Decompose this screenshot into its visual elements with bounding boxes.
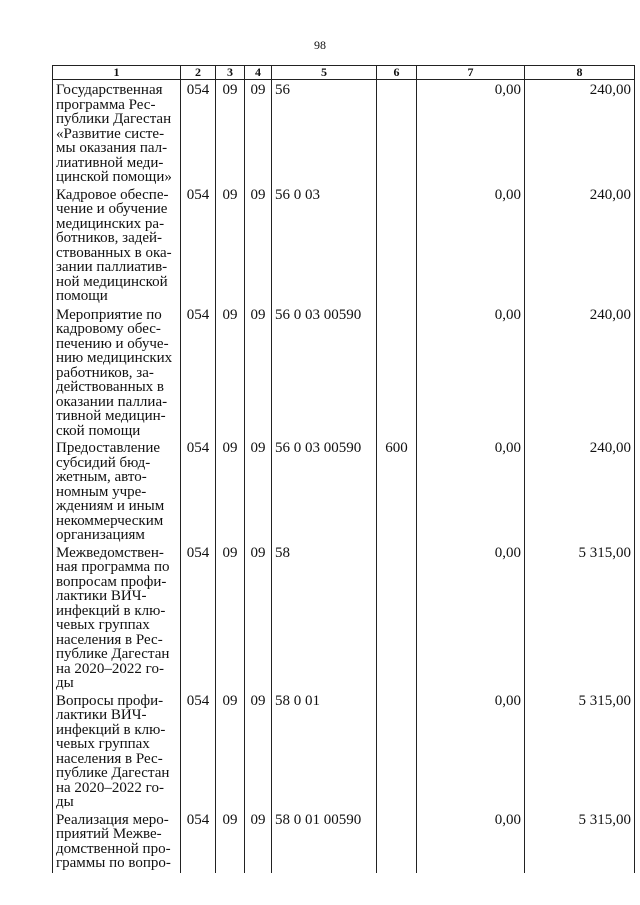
subsection-code: 09 xyxy=(245,305,272,439)
name-line: «Развитие систе- xyxy=(56,125,165,142)
name-line: медицинских ра- xyxy=(56,215,165,232)
name-line: инфекций в клю- xyxy=(56,602,166,619)
name-line: ботников, задей- xyxy=(56,230,163,246)
header-col-5: 5 xyxy=(272,66,377,80)
name-line: мы оказания пал- xyxy=(56,140,168,156)
item-name xyxy=(53,810,181,873)
name-line: действованных в xyxy=(56,379,165,395)
section-code: 09 xyxy=(216,810,245,873)
expense-type xyxy=(377,80,417,185)
name-line: ствованных в ока- xyxy=(56,244,172,261)
section-code: 09 xyxy=(216,305,245,439)
name-line: лиативной меди- xyxy=(56,154,164,171)
expense-type xyxy=(377,691,417,810)
amount-col-7: 0,00 xyxy=(417,810,525,873)
table-row xyxy=(53,438,635,543)
name-line: Государственная xyxy=(56,82,163,98)
item-name xyxy=(53,691,181,810)
name-line: домственной про- xyxy=(56,840,171,857)
name-line: цинской помощи» xyxy=(56,169,172,185)
name-line: работников, за- xyxy=(56,364,154,381)
name-line: тивной медицин- xyxy=(56,408,166,424)
name-line: чевых группах xyxy=(56,617,150,633)
name-line: Кадровое обеспе- xyxy=(56,186,169,203)
expense-type: 600 xyxy=(377,438,417,543)
name-line: печению и обуче- xyxy=(56,335,169,352)
name-line: кадровому обес- xyxy=(56,321,161,337)
subsection-code: 09 xyxy=(245,438,272,543)
amount-col-8: 240,00 xyxy=(525,185,635,305)
name-line: ждениям и иным xyxy=(56,498,165,514)
ministry-code: 054 xyxy=(181,543,216,691)
section-code: 09 xyxy=(216,438,245,543)
amount-col-8: 240,00 xyxy=(525,438,635,543)
name-line: ской помощи xyxy=(56,422,141,439)
amount-col-8: 240,00 xyxy=(525,305,635,439)
name-line: чение и обучение xyxy=(56,201,168,217)
budget-table xyxy=(52,65,635,873)
name-line: населения в Рес- xyxy=(56,750,163,767)
header-col-2: 2 xyxy=(181,66,216,80)
name-line: нию медицинских xyxy=(56,350,173,366)
header-col-1: 1 xyxy=(53,66,181,80)
name-line: граммы по вопро- xyxy=(56,855,171,871)
target-article: 58 0 01 xyxy=(272,691,377,810)
name-line: зании паллиатив- xyxy=(56,259,168,275)
subsection-code: 09 xyxy=(245,80,272,185)
name-line: ды xyxy=(56,675,74,691)
name-line: жетным, авто- xyxy=(56,469,147,485)
name-line: оказании паллиа- xyxy=(56,393,168,410)
table-row xyxy=(53,543,635,691)
header-col-3: 3 xyxy=(216,66,245,80)
name-line: населения в Рес- xyxy=(56,631,163,648)
name-line: ной медицинской xyxy=(56,273,168,290)
ministry-code: 054 xyxy=(181,305,216,439)
name-line: приятий Межве- xyxy=(56,826,162,842)
expense-type xyxy=(377,543,417,691)
name-line: лактики ВИЧ- xyxy=(56,588,147,604)
header-col-8: 8 xyxy=(525,66,635,80)
name-line: публики Дагестан xyxy=(56,111,172,127)
amount-col-8: 240,00 xyxy=(525,80,635,185)
table-row xyxy=(53,185,635,305)
table-row xyxy=(53,305,635,439)
expense-type xyxy=(377,185,417,305)
header-col-6: 6 xyxy=(377,66,417,80)
amount-col-7: 0,00 xyxy=(417,305,525,439)
header-row xyxy=(53,66,635,80)
amount-col-7: 0,00 xyxy=(417,185,525,305)
ministry-code: 054 xyxy=(181,691,216,810)
section-code: 09 xyxy=(216,185,245,305)
item-name xyxy=(53,80,181,185)
target-article: 56 0 03 00590 xyxy=(272,305,377,439)
name-line: Предоставление xyxy=(56,440,161,456)
ministry-code: 054 xyxy=(181,810,216,873)
amount-col-7: 0,00 xyxy=(417,691,525,810)
ministry-code: 054 xyxy=(181,438,216,543)
page-number: 98 xyxy=(314,38,326,52)
name-line: лактики ВИЧ- xyxy=(56,707,147,723)
name-line: субсидий бюд- xyxy=(56,454,151,471)
table-row xyxy=(53,691,635,810)
name-line: программа Рес- xyxy=(56,96,156,113)
name-line: номным учре- xyxy=(56,483,147,500)
name-line: инфекций в клю- xyxy=(56,721,166,738)
name-line: ная программа по xyxy=(56,559,170,575)
amount-col-8: 5 315,00 xyxy=(525,691,635,810)
target-article: 56 0 03 00590 xyxy=(272,438,377,543)
subsection-code: 09 xyxy=(245,185,272,305)
subsection-code: 09 xyxy=(245,810,272,873)
amount-col-8: 5 315,00 xyxy=(525,543,635,691)
name-line: публике Дагестан xyxy=(56,765,170,781)
name-line: публике Дагестан xyxy=(56,646,170,662)
amount-col-7: 0,00 xyxy=(417,80,525,185)
target-article: 56 xyxy=(272,80,377,185)
ministry-code: 054 xyxy=(181,185,216,305)
ministry-code: 054 xyxy=(181,80,216,185)
name-line: Мероприятие по xyxy=(56,306,162,323)
subsection-code: 09 xyxy=(245,691,272,810)
name-line: на 2020–2022 го- xyxy=(56,779,164,796)
target-article: 56 0 03 xyxy=(272,185,377,305)
section-code: 09 xyxy=(216,80,245,185)
target-article: 58 xyxy=(272,543,377,691)
name-line: организациям xyxy=(56,527,145,543)
amount-col-8: 5 315,00 xyxy=(525,810,635,873)
amount-col-7: 0,00 xyxy=(417,543,525,691)
subsection-code: 09 xyxy=(245,543,272,691)
amount-col-7: 0,00 xyxy=(417,438,525,543)
expense-type xyxy=(377,810,417,873)
name-line: ды xyxy=(56,794,74,810)
header-col-4: 4 xyxy=(245,66,272,80)
name-line: Вопросы профи- xyxy=(56,692,164,709)
target-article: 58 0 01 00590 xyxy=(272,810,377,873)
table-row xyxy=(53,80,635,185)
item-name xyxy=(53,438,181,543)
item-name xyxy=(53,305,181,439)
name-line: Межведомствен- xyxy=(56,544,164,561)
name-line: помощи xyxy=(56,288,108,304)
table-row xyxy=(53,810,635,873)
header-col-7: 7 xyxy=(417,66,525,80)
section-code: 09 xyxy=(216,691,245,810)
name-line: вопросам профи- xyxy=(56,573,167,590)
expense-type xyxy=(377,305,417,439)
name-line: некоммерческим xyxy=(56,512,164,529)
name-line: на 2020–2022 го- xyxy=(56,660,164,677)
item-name xyxy=(53,185,181,305)
name-line: Реализация меро- xyxy=(56,811,169,828)
name-line: чевых группах xyxy=(56,736,150,752)
section-code: 09 xyxy=(216,543,245,691)
item-name xyxy=(53,543,181,691)
